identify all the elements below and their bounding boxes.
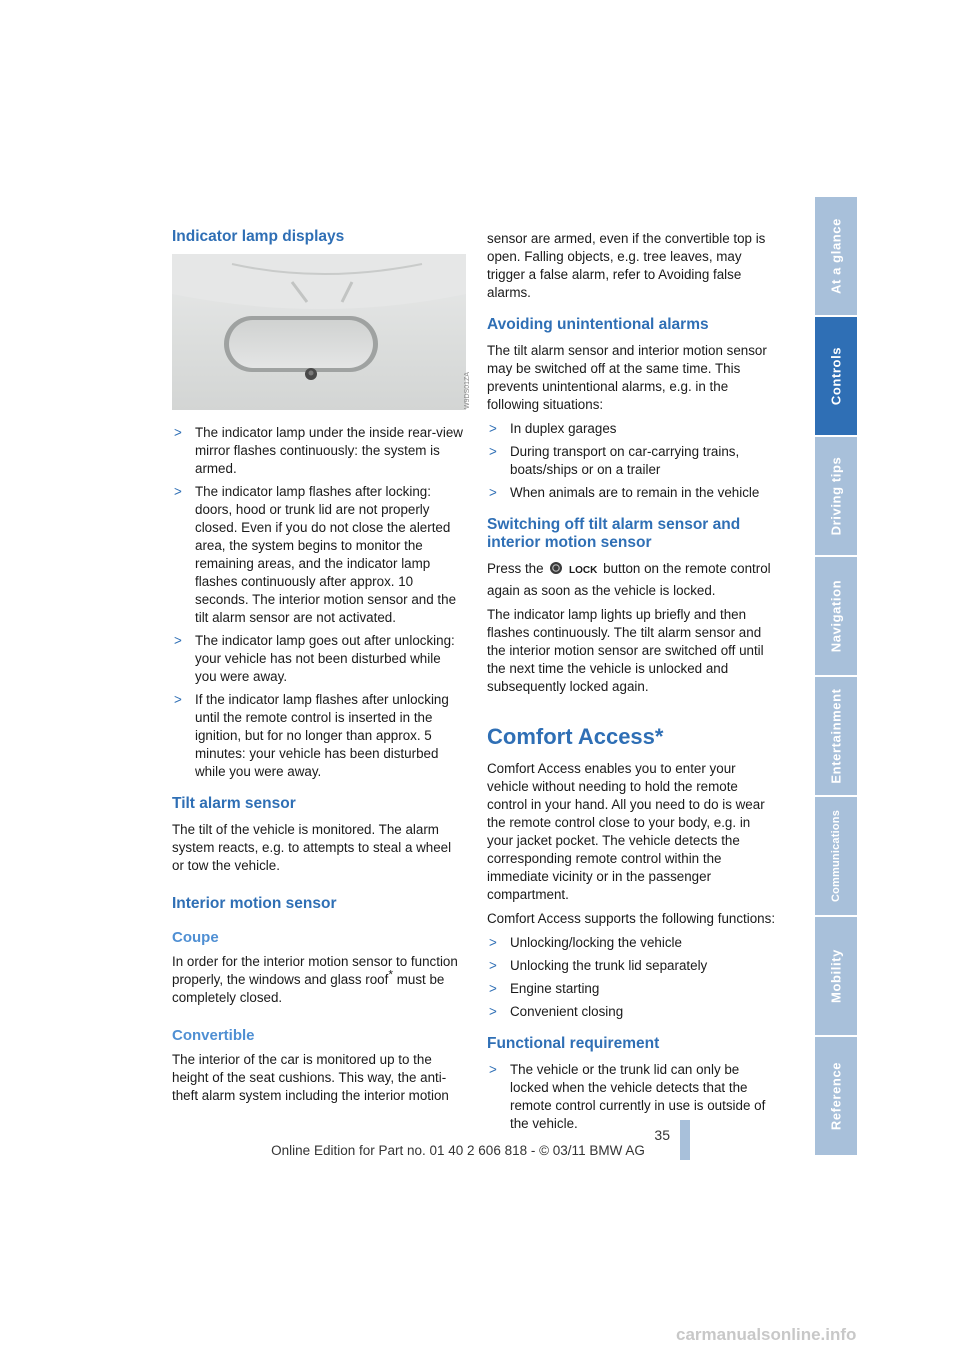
heading-coupe: Coupe: [172, 929, 219, 946]
tilt-text: The tilt of the vehicle is monitored. The alarm system reacts, e.g. to attempts to steal a wheel or tow the vehicle.: [172, 822, 452, 873]
tab-navigation[interactable]: Navigation: [815, 557, 857, 675]
footer-edition: Online Edition for Part no. 01 40 2 606 818 - © 03/11 BMW AG: [271, 1143, 645, 1158]
heading-functional-requirement: Functional requirement: [487, 1035, 660, 1052]
comfort-text: Comfort Access enables you to enter your vehicle without needing to hold the remote control in your hand. All you need to do is wear the remote control close to your body, e.g. in your jacket pocket. The vehicle detects the corresponding remote control within the immediate vicinity or in the passenger compartment.: [487, 761, 765, 902]
functional-list: [487, 1061, 779, 1133]
comfort-list: [487, 934, 779, 1021]
avoid-text: The tilt alarm sensor and interior motion sensor may be switched off at the same time. This prevents unintentional alarms, e.g. in the following situations:: [487, 343, 767, 412]
tab-driving-tips[interactable]: Driving tips: [815, 437, 857, 555]
list-item: > Unlocking the trunk lid separately: [489, 958, 708, 973]
press-lock-text: Press the LOCK button on the remote control again as soon as the vehicle is locked.: [487, 561, 771, 598]
tab-reference[interactable]: Reference: [815, 1037, 857, 1155]
list-item: > Convenient closing: [489, 1004, 624, 1019]
figure-code: W9DS01ZA: [464, 372, 471, 409]
heading-comfort-access: Comfort Access*: [487, 724, 664, 749]
list-item: > Engine starting: [489, 981, 600, 996]
list-item: > The indicator lamp goes out after unlocking: your vehicle has not been disturbed while you were away.: [174, 633, 455, 684]
page-number: 35: [654, 1127, 670, 1143]
rearview-mirror-illustration: [172, 254, 466, 410]
tab-entertainment[interactable]: Entertainment: [815, 677, 857, 795]
tab-mobility[interactable]: Mobility: [815, 917, 857, 1035]
heading-switching-off: Switching off tilt alarm sensor and interior motion sensor: [487, 516, 741, 551]
list-item: > In duplex garages: [489, 421, 617, 436]
chapter-tabs: [815, 197, 857, 1157]
mirror-figure: [172, 254, 471, 410]
list-item: > When animals are to remain in the vehicle: [489, 485, 760, 500]
list-item: > The vehicle or the trunk lid can only be locked when the vehicle detects that the remote control currently in use is outside of the vehicle.: [489, 1062, 766, 1131]
heading-tilt-alarm: Tilt alarm sensor: [172, 795, 296, 812]
lock-button-icon: [549, 561, 597, 582]
lock-label: LOCK: [569, 565, 598, 576]
indicator-list: [172, 424, 464, 781]
list-item: > Unlocking/locking the vehicle: [489, 935, 682, 950]
avoid-list: [487, 420, 779, 502]
list-item: > During transport on car-carrying trains, boats/ships or on a trailer: [489, 444, 740, 477]
list-item: > If the indicator lamp flashes after unlocking until the remote control is inserted in the ignition, but for no longer than approx. 5 minutes: your vehicle has been disturbed while you were away.: [174, 692, 449, 779]
heading-interior-motion: Interior motion sensor: [172, 895, 337, 912]
tab-controls[interactable]: Controls: [815, 317, 857, 435]
list-item: > The indicator lamp under the inside rear-view mirror flashes continuously: the system is armed.: [174, 425, 463, 476]
left-column: [172, 228, 471, 1111]
tab-communications[interactable]: Communications: [815, 797, 857, 915]
heading-indicator-lamp: Indicator lamp displays: [172, 228, 345, 245]
coupe-text: In order for the interior motion sensor to function properly, the windows and glass roof* must be completely closed.: [172, 954, 458, 1005]
heading-convertible: Convertible: [172, 1027, 255, 1044]
watermark: carmanualsonline.info: [676, 1325, 857, 1344]
supports-text: Comfort Access supports the following functions:: [487, 911, 776, 926]
heading-avoiding-alarms: Avoiding unintentional alarms: [487, 316, 709, 333]
convertible-text: The interior of the car is monitored up to the height of the seat cushions. This way, the anti-theft alarm system including the interior motion: [172, 1052, 449, 1103]
right-column: [487, 230, 779, 1139]
tab-at-a-glance[interactable]: At a glance: [815, 197, 857, 315]
list-item: > The indicator lamp flashes after locking: doors, hood or trunk lid are not properly closed. Even if you do not close the alerted area, the system begins to monitor the remaining areas, and the indicator lamp flashes continuously after approx. 10 seconds. The interior motion sensor and the tilt alarm sensor are not activated.: [174, 484, 457, 625]
switch-text: The indicator lamp lights up briefly and then flashes continuously. The tilt alarm sensor and the interior motion sensor are switched off until the next time the vehicle is unlocked and subsequently locked again.: [487, 607, 764, 694]
continuation-text: sensor are armed, even if the convertible top is open. Falling objects, e.g. tree leaves, may trigger a false alarm, refer to Avoiding false alarms.: [487, 231, 766, 300]
